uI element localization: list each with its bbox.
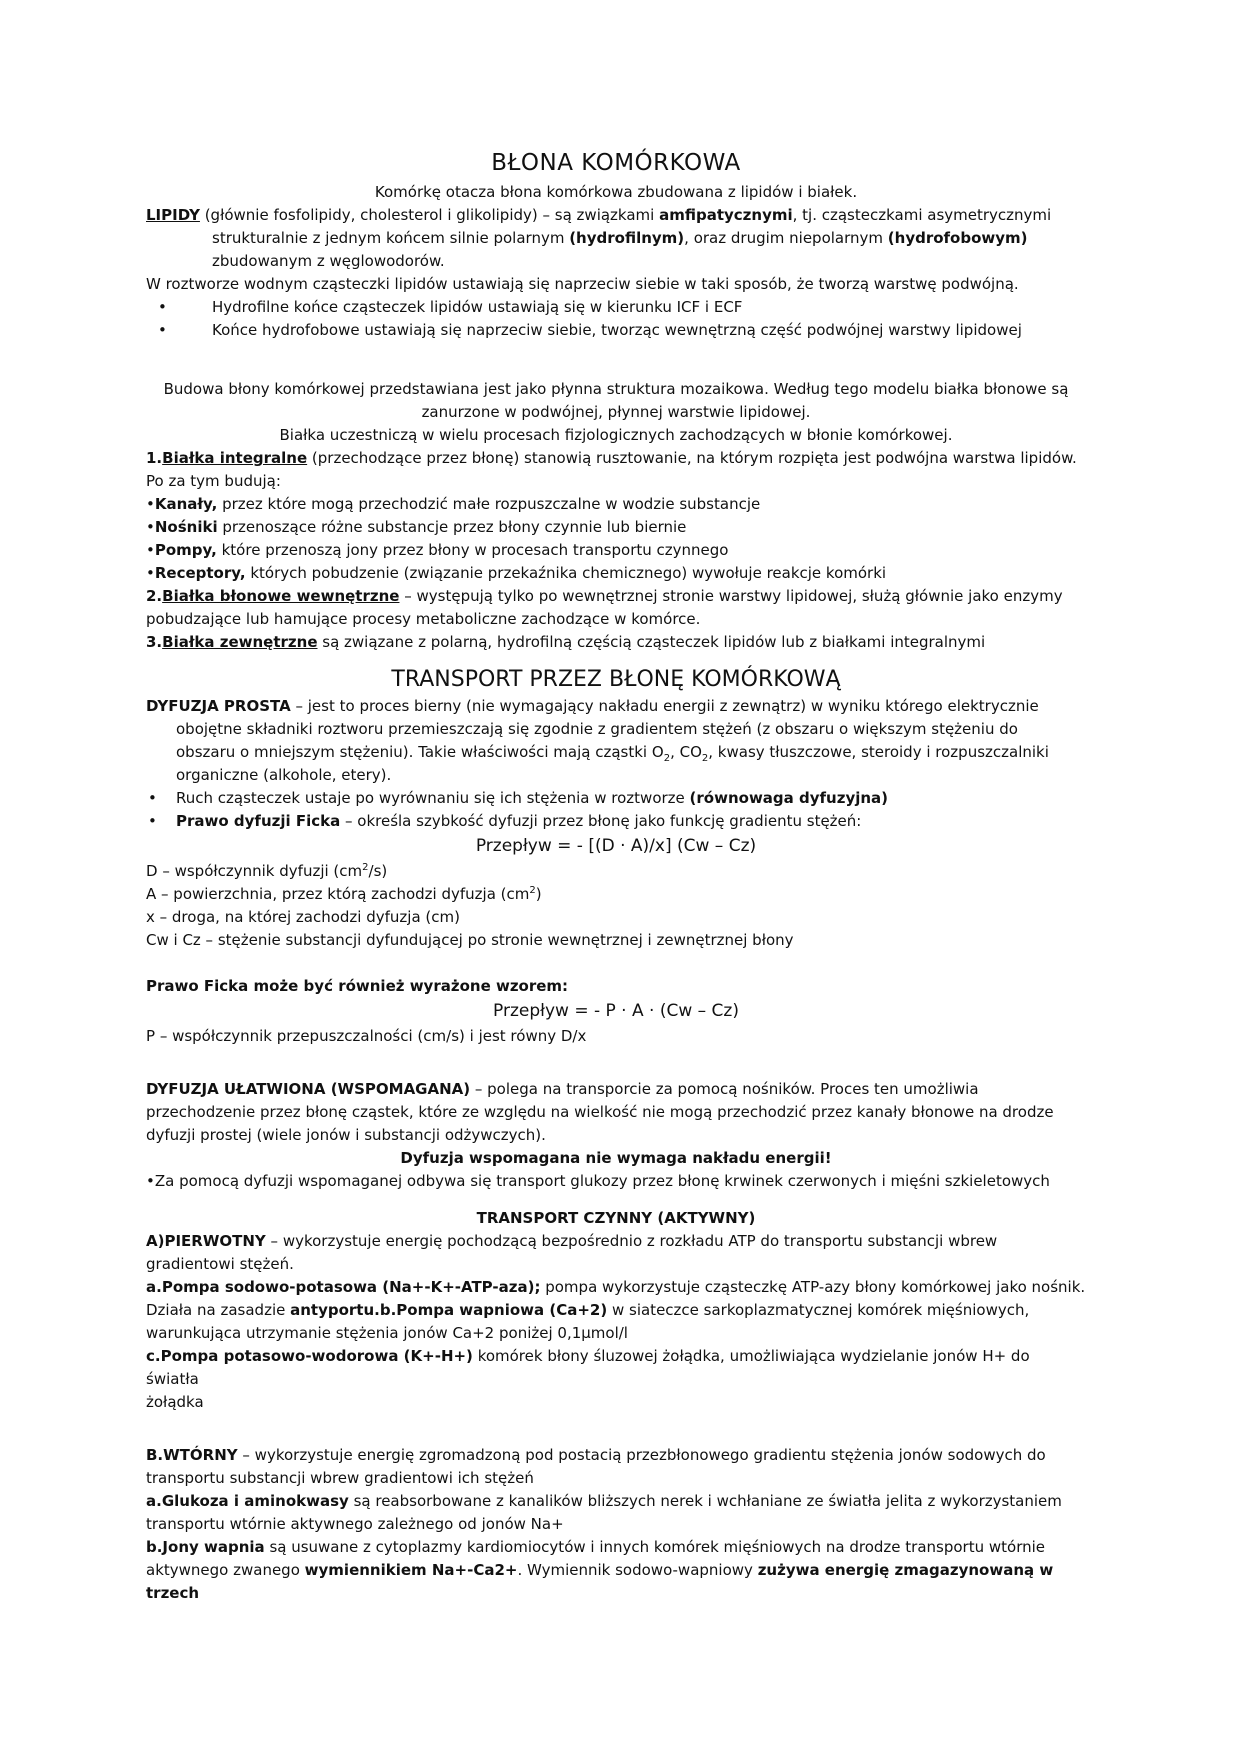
bullet-icon: • bbox=[148, 789, 157, 807]
def-text: Cw i Cz – stężenie substancji dyfundującej po stronie wewnętrznej i zewnętrznej błony bbox=[146, 931, 794, 949]
pompa-b-cont: warunkująca utrzymanie stężenia jonów Ca+2 poniżej 0,1μmol/l bbox=[146, 1324, 628, 1342]
antyport-term: antyportu. bbox=[290, 1301, 380, 1319]
bullet-icon: • bbox=[158, 321, 167, 339]
bullet-text: Ruch cząsteczek ustaje po wyrównaniu się ich stężenia w roztworze bbox=[176, 789, 690, 807]
pompa-a-text: pompa wykorzystuje cząsteczkę ATP-azy błony komórkowej jako nośnik. bbox=[540, 1278, 1086, 1296]
item-text: które przenoszą jony przez błony w procesach transportu czynnego bbox=[216, 541, 729, 559]
wewnetrzne-text: – występują tylko po wewnętrznej stronie warstwy lipidowej, służą głównie jako enzymy bbox=[399, 587, 1063, 605]
integralne-label: Białka integralne bbox=[162, 449, 308, 467]
wtorny-text: . Wymiennik sodowo-wapniowy bbox=[517, 1561, 758, 1579]
zewnetrzne-paragraph bbox=[146, 631, 1086, 654]
formula-fick-alt: Przepływ = - P · A · (Cw – Cz) bbox=[493, 1001, 739, 1021]
page-title: BŁONA KOMÓRKOWA bbox=[491, 150, 741, 176]
lipidy-text: strukturalnie z jednym końcem silnie polarnym bbox=[212, 229, 570, 247]
pompa-c-cont: żołądka bbox=[146, 1393, 204, 1411]
integralne-paragraph bbox=[146, 447, 1086, 470]
integralne-item: •Pompy, które przenoszą jony przez błony w procesach transportu czynnego bbox=[146, 541, 729, 559]
item-text: których pobudzenie (związanie przekaźnika chemicznego) wywołuje reakcje komórki bbox=[245, 564, 887, 582]
item-label: Receptory, bbox=[154, 564, 246, 582]
item-label: Kanały, bbox=[154, 495, 218, 513]
bullet-icon: • bbox=[148, 812, 157, 830]
definition bbox=[146, 860, 1086, 883]
wtorny-a bbox=[146, 1490, 1086, 1513]
integralne-paragraph-cont: Po za tym budują: bbox=[146, 472, 281, 490]
bullet-item bbox=[146, 787, 1086, 810]
wtorny-bold: zużywa energię zmagazynowaną w trzech bbox=[146, 1561, 1054, 1602]
wtorny-b-label: b.Jony wapnia bbox=[146, 1538, 265, 1556]
list-number: 1. bbox=[146, 449, 163, 467]
pompa-b-label: b.Pompa wapniowa (Ca+2) bbox=[379, 1301, 608, 1319]
dyfuzja-ulatwiona-paragraph bbox=[146, 1078, 1086, 1101]
def-text: D – współczynnik dyfuzji (cm bbox=[146, 862, 363, 880]
pierwotny-cont: gradientowi stężeń. bbox=[146, 1255, 294, 1273]
du-note-text: Dyfuzja wspomagana nie wymaga nakładu energii! bbox=[400, 1149, 832, 1167]
pierwotny-text: – wykorzystuje energię pochodzącą bezpośrednio z rozkładu ATP do transportu substancji wbrew bbox=[265, 1232, 998, 1250]
integralne-item: •Nośniki przenoszące różne substancje przez błony czynnie lub biernie bbox=[146, 518, 687, 536]
list-number: 3. bbox=[146, 633, 163, 651]
bullet-item bbox=[146, 810, 1086, 833]
bullet-text: Końce hydrofobowe ustawiają się naprzeciw siebie, tworząc wewnętrzną część podwójnej warstwy lipidowej bbox=[212, 321, 1022, 339]
dyfuzja-prosta-cont bbox=[146, 741, 1086, 764]
wtorny-b-cont bbox=[146, 1559, 1086, 1605]
amfipatyczne-term: amfipatycznymi bbox=[659, 206, 793, 224]
bullet-bold: Prawo dyfuzji Ficka bbox=[176, 812, 341, 830]
section-title-transport: TRANSPORT PRZEZ BŁONĘ KOMÓRKOWĄ bbox=[391, 667, 841, 692]
roztwor-text: W roztworze wodnym cząsteczki lipidów ustawiają się naprzeciw siebie w taki sposób, że tworzą warstwę podwójną. bbox=[146, 275, 1019, 293]
pompa-text: Działa na zasadzie bbox=[146, 1301, 291, 1319]
lipidy-paragraph-end: zbudowanym z węglowodorów. bbox=[212, 252, 445, 270]
wtorny-paragraph bbox=[146, 1444, 1086, 1467]
pompa-c-label: c.Pompa potasowo-wodorowa (K+-H+) bbox=[146, 1347, 473, 1365]
item-text: przenoszące różne substancje przez błony czynnie lub biernie bbox=[217, 518, 687, 536]
zewnetrzne-text: są związane z polarną, hydrofilną częścią cząsteczek lipidów lub z białkami integralnymi bbox=[317, 633, 986, 651]
def-text: A – powierzchnia, przez którą zachodzi dyfuzja (cm bbox=[146, 885, 530, 903]
wtorny-a-text: są reabsorbowane z kanalików bliższych nerek i wchłaniane ze światła jelita z wykorzystaniem bbox=[348, 1492, 1062, 1510]
def-text: x – droga, na której zachodzi dyfuzja (cm) bbox=[146, 908, 460, 926]
pierwotny-label: A)PIERWOTNY bbox=[146, 1232, 266, 1250]
wewnetrzne-paragraph bbox=[146, 585, 1086, 608]
du-example: •Za pomocą dyfuzji wspomaganej odbywa się transport glukozy przez błonę krwinek czerwonych i mięśni szkieletowych bbox=[146, 1172, 1050, 1190]
lipidy-text: (głównie fosfolipidy, cholesterol i glikolipidy) – są związkami bbox=[199, 206, 660, 224]
du-cont: dyfuzji prostej (wiele jonów i substancji odżywczych). bbox=[146, 1126, 546, 1144]
p-definition: P – współczynnik przepuszczalności (cm/s) i jest równy D/x bbox=[146, 1027, 587, 1045]
dyfuzja-ulatwiona-label: DYFUZJA UŁATWIONA (WSPOMAGANA) bbox=[146, 1080, 471, 1098]
pompa-c bbox=[146, 1345, 1086, 1391]
bullet-item bbox=[146, 296, 1086, 319]
pompa-a-label: a.Pompa sodowo-potasowa (Na+-K+-ATP-aza); bbox=[146, 1278, 541, 1296]
wtorny-cont: transportu substancji wbrew gradientowi ich stężeń bbox=[146, 1469, 534, 1487]
section-title-czynny: TRANSPORT CZYNNY (AKTYWNY) bbox=[476, 1209, 756, 1227]
lipidy-paragraph-cont bbox=[146, 227, 1086, 250]
zewnetrzne-label: Białka zewnętrzne bbox=[162, 633, 318, 651]
pompa-b-text: w siateczce sarkoplazmatycznej komórek mięśniowych, bbox=[607, 1301, 1030, 1319]
lipidy-label: LIPIDY bbox=[146, 206, 200, 224]
integralne-item: •Receptory, których pobudzenie (związanie przekaźnika chemicznego) wywołuje reakcje komórki bbox=[146, 564, 887, 582]
budowa-text: Budowa błony komórkowej przedstawiana jest jako płynna struktura mozaikowa. Według tego modelu białka błonowe są bbox=[163, 380, 1069, 398]
du-note bbox=[146, 1147, 1086, 1170]
bullet-text: – określa szybkość dyfuzji przez błonę jako funkcję gradientu stężeń: bbox=[340, 812, 862, 830]
integralne-text: (przechodzące przez błonę) stanowią rusztowanie, na którym rozpięta jest podwójna warstwa lipidów. bbox=[307, 449, 1077, 467]
def-text: ) bbox=[535, 885, 542, 903]
pompa-a bbox=[146, 1276, 1086, 1299]
dyfuzja-prosta-paragraph bbox=[146, 695, 1086, 718]
dyfuzja-text: , CO bbox=[670, 743, 702, 761]
pierwotny-paragraph bbox=[146, 1230, 1086, 1253]
wtorny-a-cont: transportu wtórnie aktywnego zależnego od jonów Na+ bbox=[146, 1515, 564, 1533]
lipidy-text: , oraz drugim niepolarnym bbox=[684, 229, 888, 247]
bullet-item bbox=[146, 319, 1086, 342]
wtorny-text: aktywnego zwanego bbox=[146, 1561, 305, 1579]
wtorny-text: – wykorzystuje energię zgromadzoną pod postacią przezbłonowego gradientu stężenia jonów sodowych do bbox=[237, 1446, 1046, 1464]
dyfuzja-prosta-cont: organiczne (alkohole, etery). bbox=[176, 766, 392, 784]
hydrofilny-term: (hydrofilnym) bbox=[569, 229, 685, 247]
wewnetrzne-paragraph-cont: pobudzające lub hamujące procesy metaboliczne zachodzące w komórce. bbox=[146, 610, 701, 628]
hydrofobowy-term: (hydrofobowym) bbox=[887, 229, 1028, 247]
du-cont: przechodzenie przez błonę cząstek, które ze względu na wielkość nie mogą przechodzić przez kanały błonowe na drodze bbox=[146, 1103, 1054, 1121]
wtorny-a-label: a.Glukoza i aminokwasy bbox=[146, 1492, 349, 1510]
definition bbox=[146, 929, 1086, 952]
document-page bbox=[146, 146, 1086, 1605]
du-text: – polega na transporcie za pomocą nośników. Proces ten umożliwia bbox=[470, 1080, 979, 1098]
def-text: /s) bbox=[368, 862, 388, 880]
superscript: 2 bbox=[362, 862, 369, 873]
wymiennik-term: wymiennikiem Na+-Ca2+ bbox=[304, 1561, 518, 1579]
pompa-a-cont bbox=[146, 1299, 1086, 1322]
list-number: 2. bbox=[146, 587, 163, 605]
subscript: 2 bbox=[663, 753, 671, 764]
wtorny-b bbox=[146, 1536, 1086, 1559]
definition bbox=[146, 906, 1086, 929]
bialka-intro: Białka uczestniczą w wielu procesach fizjologicznych zachodzących w błonie komórkowej. bbox=[279, 426, 953, 444]
formula-fick: Przepływ = - [(D · A)/x] (Cw – Cz) bbox=[475, 836, 757, 856]
pompa-c-text: komórek błony śluzowej żołądka, umożliwiająca wydzielanie jonów H+ do światła bbox=[146, 1347, 1030, 1388]
bullet-icon: • bbox=[158, 298, 167, 316]
wtorny-b-text: są usuwane z cytoplazmy kardiomiocytów i innych komórek mięśniowych na drodze transportu wtórnie bbox=[264, 1538, 1046, 1556]
dyfuzja-prosta-label: DYFUZJA PROSTA bbox=[146, 697, 291, 715]
lipidy-text: , tj. cząsteczkami asymetrycznymi bbox=[792, 206, 1052, 224]
item-text: przez które mogą przechodzić małe rozpuszczalne w wodzie substancje bbox=[217, 495, 761, 513]
fick-alt-heading bbox=[146, 975, 1086, 998]
dyfuzja-text: obszaru o mniejszym stężeniu). Takie właściwości mają cząstki O bbox=[176, 743, 664, 761]
dyfuzja-prosta-cont: obojętne składniki roztworu przemieszczają się zgodnie z gradientem stężeń (z obszaru o większym stężeniu do bbox=[176, 720, 1018, 738]
superscript: 2 bbox=[529, 885, 536, 896]
integralne-item: •Kanały, przez które mogą przechodzić małe rozpuszczalne w wodzie substancje bbox=[146, 495, 761, 513]
bullet-bold: (równowaga dyfuzyjna) bbox=[689, 789, 889, 807]
fick-alt-label: Prawo Ficka może być również wyrażone wzorem: bbox=[146, 977, 569, 995]
wewnetrzne-label: Białka błonowe wewnętrzne bbox=[162, 587, 400, 605]
bullet-text: Hydrofilne końce cząsteczek lipidów ustawiają się w kierunku ICF i ECF bbox=[212, 298, 743, 316]
budowa-text-cont: zanurzone w podwójnej, płynnej warstwie lipidowej. bbox=[421, 403, 811, 421]
item-label: Pompy, bbox=[154, 541, 217, 559]
dyfuzja-text: , kwasy tłuszczowe, steroidy i rozpuszczalniki bbox=[708, 743, 1049, 761]
subscript: 2 bbox=[701, 753, 709, 764]
lipidy-paragraph bbox=[146, 204, 1086, 227]
wtorny-label: B.WTÓRNY bbox=[146, 1446, 238, 1464]
definition bbox=[146, 883, 1086, 906]
dyfuzja-text: – jest to proces bierny (nie wymagający nakładu energii z zewnątrz) w wyniku którego elektrycznie bbox=[290, 697, 1039, 715]
item-label: Nośniki bbox=[154, 518, 218, 536]
intro-text: Komórkę otacza błona komórkowa zbudowana z lipidów i białek. bbox=[374, 183, 858, 201]
